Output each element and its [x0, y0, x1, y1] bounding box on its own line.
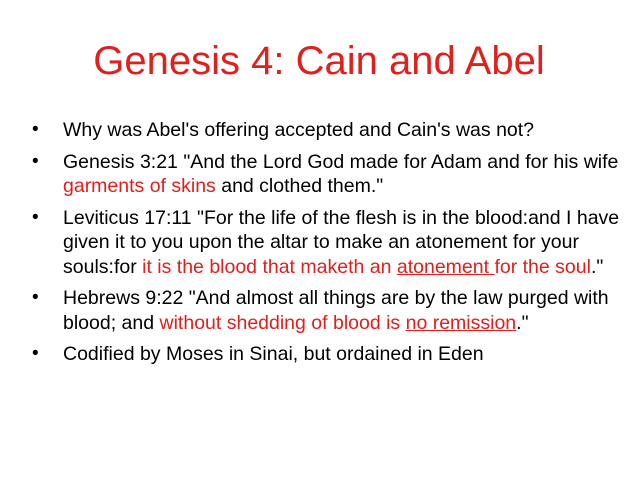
bullet-text: and clothed them." — [215, 175, 384, 197]
bullet-text: Why was Abel's offering accepted and Cain's was not? — [63, 119, 535, 141]
bullet-icon: • — [32, 119, 39, 140]
bullet-text: Hebrews 9:22 "And almost all things are by the law purged with blood; and — [63, 287, 609, 334]
bullet-list — [32, 118, 632, 374]
bullet-item — [32, 206, 632, 280]
bullet-text: Genesis 3:21 "And the Lord God made for Adam and for his wife — [63, 150, 619, 173]
bullet-icon: • — [32, 150, 39, 172]
bullet-text: Codified by Moses in Sinai, but ordained in Eden — [63, 343, 484, 365]
bullet-text: ." — [516, 311, 529, 334]
highlighted-text: for the soul — [494, 255, 591, 278]
bullet-text: Leviticus 17:11 "For the life of the flesh is in the blood:and I have given it to you upon the altar to make an atonement for your souls:for — [63, 206, 620, 278]
underlined-highlighted-text: atonement — [396, 255, 495, 278]
highlighted-text: it is the blood that maketh an — [142, 255, 397, 278]
bullet-icon: • — [32, 343, 39, 364]
bullet-item — [32, 342, 632, 367]
bullet-item — [32, 150, 632, 199]
highlighted-text: garments of skins — [63, 175, 216, 197]
bullet-icon: • — [32, 287, 39, 308]
bullet-icon: • — [32, 206, 39, 228]
underlined-highlighted-text: no remission — [405, 311, 517, 334]
bullet-item — [32, 286, 632, 335]
bullet-item — [32, 118, 632, 143]
highlighted-text: without shedding of blood is — [159, 311, 406, 334]
slide-title: Genesis 4: Cain and Abel — [93, 39, 545, 83]
bullet-text: ." — [590, 255, 604, 278]
